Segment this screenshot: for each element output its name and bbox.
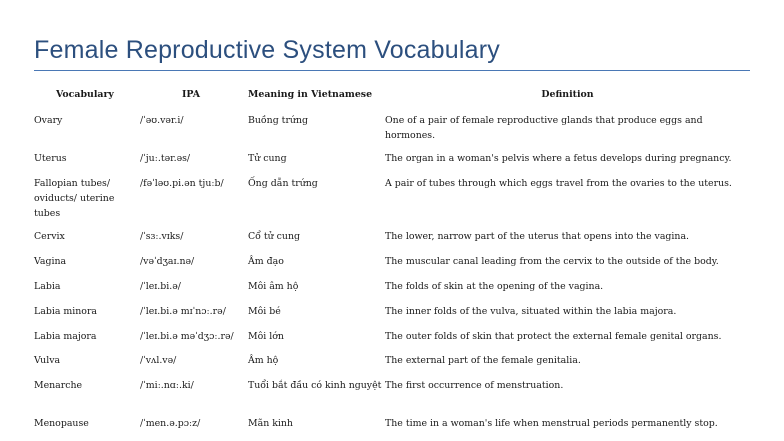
header-ipa: IPA [182,89,201,100]
header-meaning: Meaning in Vietnamese [248,89,373,100]
definition-cell: The muscular canal leading from the cervix to the outside of the body. [385,256,719,267]
meaning-cell: Tuổi bắt đầu có kinh nguyệt [248,380,382,391]
header-vocabulary: Vocabulary [56,89,114,100]
term-cell: Labia minora [34,306,98,317]
header-definition: Definition [541,89,594,100]
term-cell: Cervix [34,231,65,242]
ipa-cell: /ˈleɪ.bi.ə məˈdʒɔː.rə/ [140,331,234,342]
term-cell: Labia [34,281,61,292]
ipa-cell: /ˈleɪ.bi.ə/ [140,281,181,292]
meaning-cell: Âm hộ [248,355,279,366]
table-row [34,254,750,279]
definition-cell: The time in a woman's life when menstrual periods permanently stop. [385,418,718,429]
ipa-cell: /fəˈləʊ.pi.ən tjuːb/ [140,178,224,189]
ipa-cell: /ˈmen.ə.pɔːz/ [140,418,201,429]
page-title: Female Reproductive System Vocabulary [34,36,500,64]
definition-cell: The inner folds of the vulva, situated within the labia majora. [385,306,677,317]
meaning-cell: Ống dẫn trứng [248,178,318,189]
ipa-cell: /ˈəʊ.vər.i/ [140,115,184,126]
ipa-cell: /ˈjuː.tər.əs/ [140,153,191,164]
table-row [34,329,750,353]
term-cell: Fallopian tubes/ oviducts/ uterine tubes [34,178,115,219]
meaning-cell: Môi bé [248,306,281,317]
table-row [34,353,750,378]
term-cell: Uterus [34,153,67,164]
definition-cell: A pair of tubes through which eggs travel from the ovaries to the uterus. [385,178,732,189]
vocabulary-table [34,82,750,436]
ipa-cell: /ˈsɜː.vɪks/ [140,231,184,242]
meaning-cell: Môi âm hộ [248,281,299,292]
table-row [34,151,750,176]
term-cell: Vagina [34,256,67,267]
table-row [34,113,750,151]
definition-cell: The external part of the female genitalia. [385,355,581,366]
term-cell: Menopause [34,418,89,429]
term-cell: Menarche [34,380,83,391]
definition-cell: The folds of skin at the opening of the vagina. [385,281,604,292]
definition-cell: One of a pair of female reproductive glands that produce eggs and hormones. [385,115,703,141]
ipa-cell: /ˈvʌl.və/ [140,355,177,366]
meaning-cell: Tử cung [248,153,287,164]
meaning-cell: Cổ tử cung [248,231,301,242]
meaning-cell: Mãn kinh [248,418,293,429]
definition-cell: The organ in a woman's pelvis where a fetus develops during pregnancy. [385,153,732,164]
definition-cell: The first occurrence of menstruation. [385,380,564,391]
meaning-cell: Âm đạo [248,256,284,267]
meaning-cell: Buồng trứng [248,115,309,126]
meaning-cell: Môi lớn [248,331,284,342]
table-row [34,416,750,436]
definition-cell: The outer folds of skin that protect the external female genital organs. [385,331,722,342]
table-row [34,279,750,304]
term-cell: Labia majora [34,331,97,342]
table-row [34,304,750,329]
table-header-row [34,82,750,113]
term-cell: Ovary [34,115,63,126]
table-row [34,229,750,254]
title-underline [34,70,750,71]
ipa-cell: /vəˈdʒaɪ.nə/ [140,256,195,267]
table-row [34,378,750,416]
definition-cell: The lower, narrow part of the uterus that opens into the vagina. [385,231,690,242]
ipa-cell: /ˈmiː.nɑː.ki/ [140,380,194,391]
table-row [34,176,750,229]
ipa-cell: /ˈleɪ.bi.ə mɪˈnɔː.rə/ [140,306,226,317]
term-cell: Vulva [34,355,61,366]
